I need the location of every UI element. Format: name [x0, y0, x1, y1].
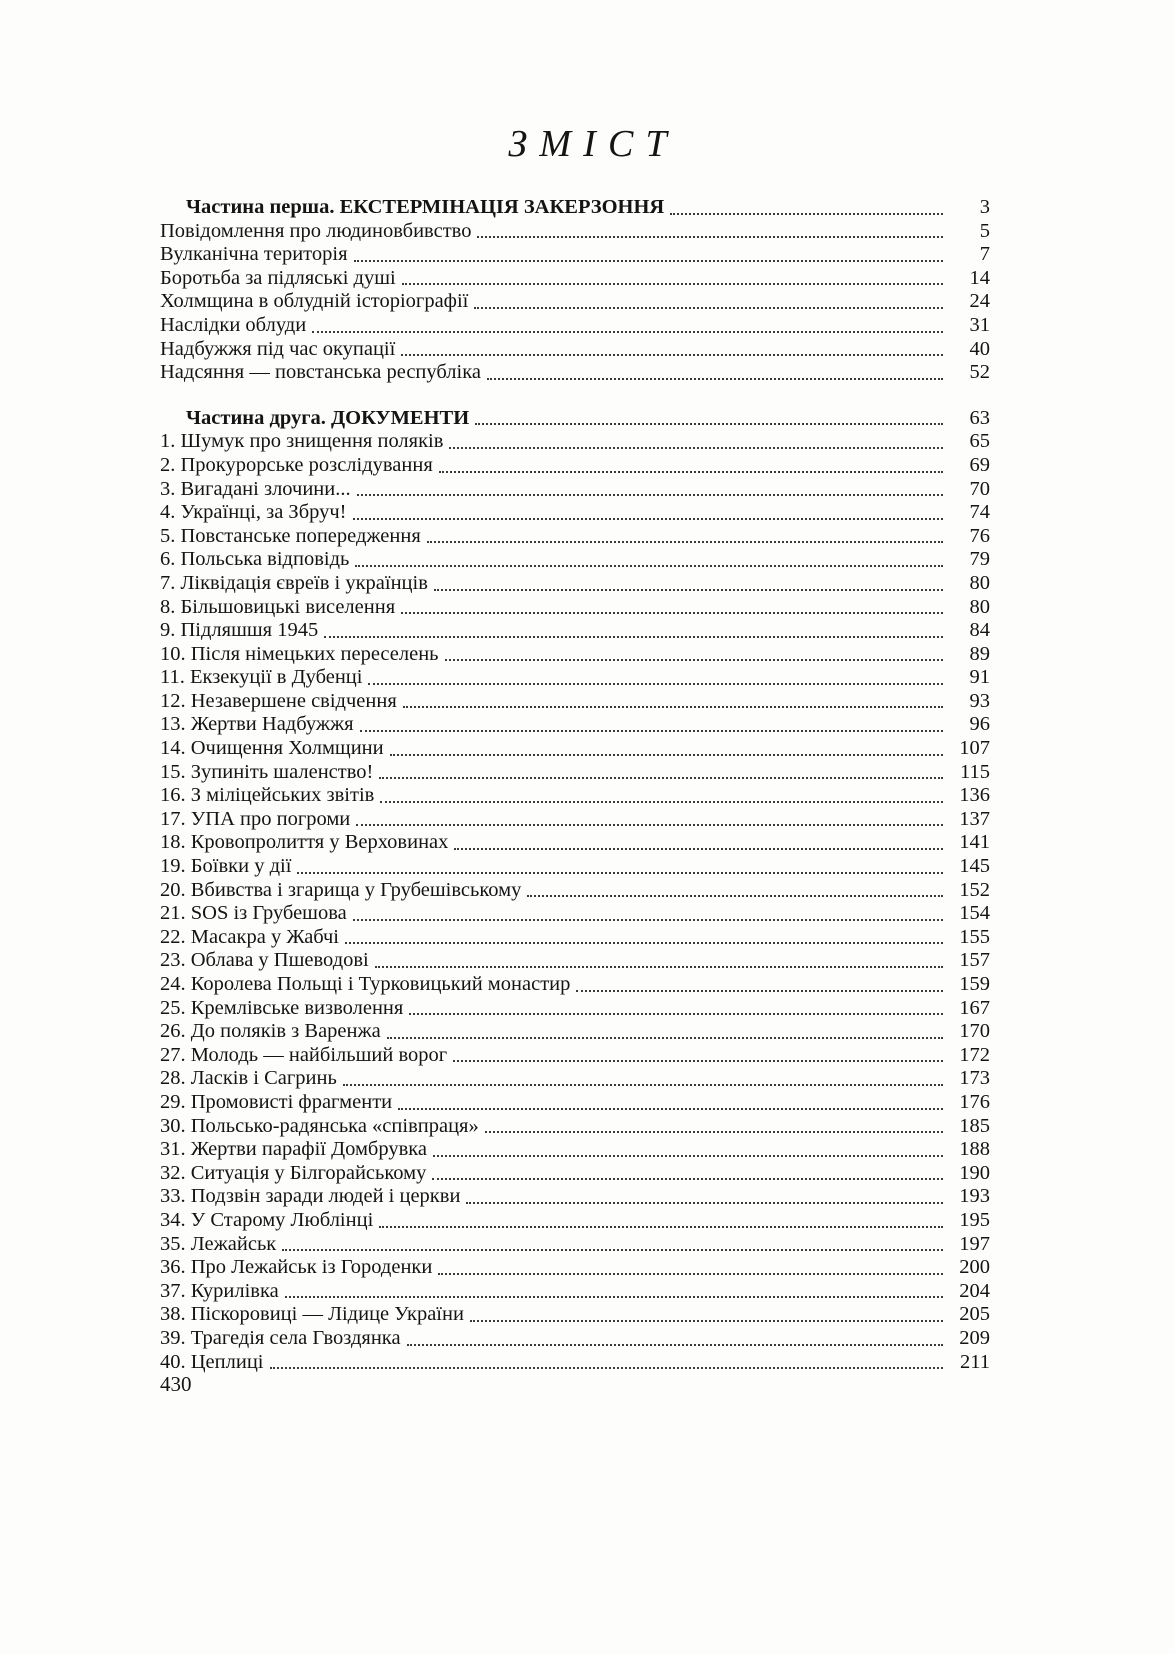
toc-entry-label: Частина друга. ДОКУМЕНТИ — [186, 406, 470, 429]
toc-entry-page: 79 — [969, 548, 990, 571]
toc-entry — [160, 1209, 990, 1233]
dot-leader — [401, 612, 943, 614]
toc-entry-page: 209 — [959, 1326, 990, 1349]
toc-entry-label: 35. Лежайськ — [160, 1232, 277, 1255]
dot-leader — [527, 895, 943, 897]
toc-entry-page: 76 — [969, 524, 990, 547]
toc-entry-label: 15. Зупиніть шаленство! — [160, 760, 374, 783]
toc-entry-page: 52 — [969, 361, 990, 384]
dot-leader — [285, 1296, 943, 1298]
toc-entry-page: 154 — [959, 902, 990, 925]
dot-leader — [466, 1202, 943, 1204]
dot-leader — [390, 754, 943, 756]
toc-entry-label: 6. Польська відповідь — [160, 548, 350, 571]
dot-leader — [670, 213, 943, 215]
toc-entry — [160, 1185, 990, 1209]
toc-entry — [160, 973, 990, 997]
toc-entry-page: 155 — [959, 925, 990, 948]
dot-leader — [445, 659, 943, 661]
toc-entry — [160, 1115, 990, 1139]
toc-entry-label: 11. Екзекуції в Дубенці — [160, 666, 363, 689]
toc-entry-label: 24. Королева Польщі і Турковицький монастир — [160, 973, 571, 995]
toc-entry — [160, 761, 990, 785]
toc-entry-label: 9. Підляшшя 1945 — [160, 619, 319, 642]
toc-entry-page: 70 — [969, 477, 990, 500]
toc-entry — [160, 926, 990, 950]
toc-entry-page: 91 — [969, 666, 990, 689]
toc-entry-label: 39. Трагедія села Гвоздянка — [160, 1326, 401, 1349]
dot-leader — [355, 565, 943, 567]
dot-leader — [576, 990, 943, 992]
toc-entry-label: 22. Масакра у Жабчі — [160, 925, 339, 948]
dot-leader — [402, 283, 943, 285]
toc-entry-page: 14 — [969, 266, 990, 289]
toc-section-heading — [160, 196, 990, 220]
toc-entry-page: 172 — [959, 1043, 990, 1066]
dot-leader — [353, 919, 943, 921]
toc-entry-label: 7. Ліквідація євреїв і українців — [160, 571, 428, 594]
dot-leader — [379, 1226, 943, 1228]
toc-section-heading — [160, 407, 990, 431]
toc-entry-page: 80 — [969, 595, 990, 618]
dot-leader — [470, 1320, 943, 1322]
toc-entry-page: 3 — [979, 196, 990, 218]
toc-entry-label: 17. УПА про погроми — [160, 807, 351, 830]
toc-entry-page: 170 — [959, 1020, 990, 1043]
dot-leader — [427, 541, 943, 543]
toc-entry — [160, 1138, 990, 1162]
toc-entry-page: 200 — [959, 1256, 990, 1279]
dot-leader — [474, 307, 943, 309]
dot-leader — [354, 260, 944, 262]
toc-entry — [160, 879, 990, 903]
toc-entry-page: 136 — [959, 784, 990, 807]
dot-leader — [282, 1249, 943, 1251]
toc-entry-page: 84 — [969, 619, 990, 642]
toc-entry-page: 63 — [969, 406, 990, 429]
toc-entry — [160, 338, 990, 362]
toc-entry-label: 5. Повстанське попередження — [160, 524, 421, 547]
dot-leader — [345, 942, 943, 944]
toc-entry-page: 80 — [969, 571, 990, 594]
dot-leader — [409, 1013, 943, 1015]
toc-entry — [160, 666, 990, 690]
toc-entry-label: 38. Піскоровиці — Лідице України — [160, 1303, 464, 1326]
toc-entry-page: 107 — [959, 737, 990, 760]
dot-leader — [433, 1155, 943, 1157]
toc-entry-page: 24 — [969, 290, 990, 313]
toc-entry-page: 195 — [959, 1208, 990, 1231]
toc-entry-page: 74 — [969, 501, 990, 524]
toc-entry-page: 40 — [969, 337, 990, 360]
toc-entry — [160, 267, 990, 291]
toc-entry-label: 2. Прокурорське розслідування — [160, 453, 433, 476]
toc-entry — [160, 1351, 990, 1375]
toc-entry-label: 16. З міліцейських звітів — [160, 784, 375, 807]
toc-entry-label: 20. Вбивства і згарища у Грубешівському — [160, 878, 522, 901]
toc-entry-label: 14. Очищення Холмщини — [160, 737, 384, 760]
toc-section — [160, 196, 990, 385]
toc-entry-page: 211 — [960, 1350, 990, 1373]
toc-entry-page: 7 — [979, 243, 990, 266]
dot-leader — [357, 494, 943, 496]
toc-entry — [160, 290, 990, 314]
toc-entry — [160, 1280, 990, 1304]
dot-leader — [353, 518, 944, 520]
dot-leader — [407, 1344, 943, 1346]
dot-leader — [356, 824, 943, 826]
toc-entry — [160, 430, 990, 454]
toc-entry-label: 10. Після німецьких переселень — [160, 642, 439, 665]
toc-entry — [160, 784, 990, 808]
dot-leader — [380, 801, 943, 803]
dot-leader — [297, 872, 943, 874]
toc-entry-page: 31 — [969, 313, 990, 336]
toc-entry — [160, 596, 990, 620]
toc-entry — [160, 243, 990, 267]
toc-entry-label: 28. Ласків і Сагринь — [160, 1067, 337, 1090]
toc-entry — [160, 713, 990, 737]
toc-entry-label: Надсяння — повстанська республіка — [160, 361, 481, 384]
toc-entry-page: 96 — [969, 713, 990, 736]
toc-entry-page: 69 — [969, 453, 990, 476]
dot-leader — [312, 331, 943, 333]
page-number: 430 — [160, 1372, 192, 1396]
toc-entry-label: Боротьба за підляські душі — [160, 266, 396, 289]
toc-entry-label: 18. Кровопролиття у Верховинах — [160, 831, 449, 854]
toc-entry — [160, 1256, 990, 1280]
dot-leader — [454, 848, 943, 850]
toc-entry-label: 12. Незавершене свідчення — [160, 689, 397, 712]
toc-entry-label: 31. Жертви парафії Домбрувка — [160, 1138, 428, 1161]
toc-entry — [160, 1162, 990, 1186]
toc-entry — [160, 902, 990, 926]
toc-entry-label: 29. Промовисті фрагменти — [160, 1090, 393, 1113]
toc-entry-label: 33. Подзвін заради людей і церкви — [160, 1185, 461, 1208]
dot-leader — [438, 1273, 943, 1275]
toc-entry — [160, 831, 990, 855]
toc-entry — [160, 572, 990, 596]
dot-leader — [485, 1131, 943, 1133]
toc-entry — [160, 1067, 990, 1091]
dot-leader — [434, 589, 943, 591]
toc-entry-label: 34. У Старому Люблінці — [160, 1208, 374, 1231]
toc-entry-label: 13. Жертви Надбужжя — [160, 713, 354, 736]
toc-entry — [160, 949, 990, 973]
toc-entry-page: 93 — [969, 689, 990, 712]
dot-leader — [487, 378, 943, 380]
toc-entry-page: 65 — [969, 430, 990, 453]
toc-entry-page: 137 — [959, 807, 990, 830]
toc-entry — [160, 855, 990, 879]
toc-entry-page: 188 — [959, 1138, 990, 1161]
toc-entry-label: 3. Вигадані злочини... — [160, 477, 351, 500]
toc-entry — [160, 737, 990, 761]
dot-leader — [403, 706, 943, 708]
toc-entry-page: 176 — [959, 1090, 990, 1113]
dot-leader — [477, 236, 943, 238]
toc-entry-page: 204 — [959, 1279, 990, 1302]
toc-entry — [160, 619, 990, 643]
toc-entry-page: 173 — [959, 1067, 990, 1090]
toc-entry-label: 8. Більшовицькі виселення — [160, 595, 396, 618]
toc-entry — [160, 454, 990, 478]
toc-entry-label: 30. Польсько-радянська «співпраця» — [160, 1114, 479, 1137]
toc-entry — [160, 1233, 990, 1257]
toc-entry-page: 185 — [959, 1114, 990, 1137]
toc-entry-label: 25. Кремлівське визволення — [160, 996, 404, 1019]
dot-leader — [475, 423, 943, 425]
toc-entry-label: 23. Облава у Пшеводові — [160, 949, 369, 972]
toc-entry-page: 190 — [959, 1161, 990, 1184]
toc-entry — [160, 314, 990, 338]
toc-entry-label: 37. Курилівка — [160, 1279, 279, 1302]
toc-entry — [160, 525, 990, 549]
toc-entry-label: Частина перша. ЕКСТЕРМІНАЦІЯ ЗАКЕРЗОННЯ — [186, 196, 665, 218]
toc-entry — [160, 478, 990, 502]
toc-entry-label: 19. Боївки у дії — [160, 855, 292, 878]
toc-entry-page: 5 — [979, 219, 990, 242]
toc-entry-page: 205 — [959, 1303, 990, 1326]
toc-entry-label: Вулканічна територія — [160, 243, 348, 266]
toc-entry — [160, 1044, 990, 1068]
dot-leader — [379, 777, 943, 779]
toc-entry — [160, 220, 990, 244]
toc-entry — [160, 808, 990, 832]
toc-entry-label: 26. До поляків з Варенжа — [160, 1020, 381, 1043]
toc-entry — [160, 361, 990, 385]
toc-entry-label: 40. Цеплиці — [160, 1350, 264, 1373]
table-of-contents — [160, 196, 990, 1374]
dot-leader — [360, 730, 943, 732]
toc-entry-page: 145 — [959, 855, 990, 878]
toc-entry — [160, 501, 990, 525]
dot-leader — [439, 471, 943, 473]
dot-leader — [368, 683, 943, 685]
toc-entry-page: 152 — [959, 878, 990, 901]
dot-leader — [270, 1367, 944, 1369]
toc-entry — [160, 1020, 990, 1044]
toc-entry — [160, 643, 990, 667]
toc-entry-label: Повідомлення про людиновбивство — [160, 219, 472, 242]
toc-entry — [160, 997, 990, 1021]
dot-leader — [375, 966, 943, 968]
dot-leader — [432, 1178, 943, 1180]
toc-entry — [160, 1091, 990, 1115]
toc-entry-label: Надбужжя під час окупації — [160, 337, 396, 360]
toc-entry-label: 1. Шумук про знищення поляків — [160, 430, 444, 453]
toc-entry-label: 4. Українці, за Збруч! — [160, 501, 347, 524]
toc-entry — [160, 690, 990, 714]
toc-entry-page: 167 — [959, 996, 990, 1019]
toc-entry-label: 36. Про Лежайськ із Городенки — [160, 1256, 433, 1279]
toc-entry-label: 21. SOS із Грубешова — [160, 902, 347, 925]
dot-leader — [453, 1060, 943, 1062]
toc-entry-page: 193 — [959, 1185, 990, 1208]
page-title: ЗМІСТ — [508, 123, 679, 165]
toc-entry-label: 27. Молодь — найбільший ворог — [160, 1043, 448, 1066]
toc-entry — [160, 1327, 990, 1351]
dot-leader — [449, 447, 943, 449]
toc-entry — [160, 1303, 990, 1327]
toc-section — [160, 407, 990, 1374]
toc-entry-page: 115 — [960, 760, 990, 783]
dot-leader — [398, 1108, 943, 1110]
toc-entry — [160, 548, 990, 572]
dot-leader — [387, 1037, 943, 1039]
toc-entry-label: 32. Ситуація у Білгорайському — [160, 1161, 427, 1184]
toc-entry-page: 157 — [959, 949, 990, 972]
toc-entry-page: 141 — [959, 831, 990, 854]
toc-entry-page: 159 — [959, 973, 990, 995]
toc-entry-label: Наслідки облуди — [160, 313, 307, 336]
toc-entry-page: 89 — [969, 642, 990, 665]
dot-leader — [401, 354, 943, 356]
toc-entry-page: 197 — [959, 1232, 990, 1255]
dot-leader — [324, 636, 943, 638]
toc-entry-label: Холмщина в облудній історіографії — [160, 290, 469, 313]
dot-leader — [343, 1084, 943, 1086]
